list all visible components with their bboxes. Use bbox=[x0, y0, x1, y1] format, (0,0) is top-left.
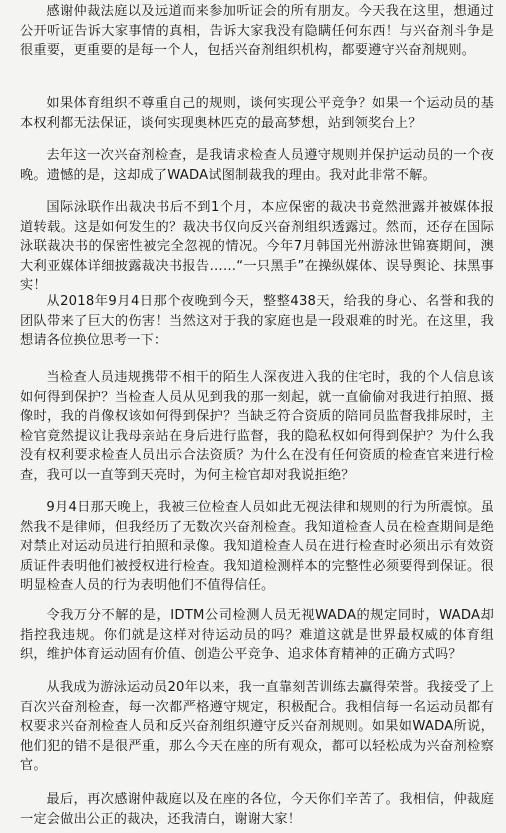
paragraph-rights-questions: 当检查人员违规携带不相干的陌生人深夜进入我的住宅时，我的个人信息该如何得到保护？当检查人员从见到我的那一刻起，就一直偷偷对我进行拍照、摄像时，我的肖像权该如何得到保护？当缺乏符合资质的陪同员监督我排尿时，主检官竟然提议让我母亲站在身后进行监督，我的隐私权如何得到保护？为什么我没有权利要求检查人员出示合法资质？为什么在没有任何资质的检查官来进行检查，我可以一直等到天亮时，为何主检官却对我说拒绝？ bbox=[20, 370, 494, 483]
paragraph-september-4: 9月4日那天晚上，我被三位检查人员如此无视法律和规则的行为所震惊。虽然我不是律师，但我经历了无数次兴奋剂检查。我知道检查人员在检查期间是绝对禁止对运动员进行拍照和录像。我知道检查人员在进行检查时必须出示有效资质证件表明他们被授权进行检查。我知道检测样本的完整性必须要得到保证。很明显检查人员的行为表明他们不值得信任。 bbox=[20, 500, 494, 594]
paragraph-438-days: 从2018年9月4日那个夜晚到今天，整整438天，给我的身心、名誉和我的团队带来了巨大的伤害！当然这对于我的家庭也是一段艰难的时光。在这里，我想请各位换位思考一下： bbox=[20, 294, 494, 349]
paragraph-rules-question: 如果体育组织不尊重自己的规则，谈何实现公平竞争？如果一个运动员的基本权利都无法保证，谈何实现奥林匹克的最高梦想，站到领奖台上？ bbox=[20, 96, 494, 131]
paragraph-20-years-swimmer: 从我成为游泳运动员20年以来，我一直靠刻苦训练去赢得荣誉。我接受了上百次兴奋剂检查，每一次都严格遵守规定，积极配合。我相信每一名运动员都有权要求兴奋剂检查人员和反兴奋剂组织遵守反兴奋剂规则。如果如WADA所说，他们犯的错不是很严重，那么今天在座的所有观众，都可以轻松成为兴奋剂检察官。 bbox=[20, 680, 494, 774]
paragraph-closing-thanks: 最后，再次感谢仲裁庭以及在座的各位，今天你们辛苦了。我相信，仲裁庭一定会做出公正的裁决，还我清白，谢谢大家！ bbox=[20, 792, 494, 827]
paragraph-idtm-wada: 令我万分不解的是，IDTM公司检测人员无视WADA的规定同时，WADA却指控我违规。你们就是这样对待运动员的吗？难道这就是世界最权威的体育组织，维护体育运动固有价值、创造公平竞争、追求体育精神的正确方式吗？ bbox=[20, 608, 494, 663]
paragraph-opening-thanks: 感谢仲裁法庭以及远道而来参加听证会的所有朋友。今天我在这里，想通过公开听证告诉大家事情的真相，告诉大家我没有隐瞒任何东西！与兴奋剂斗争是很重要，更重要的是每一个人，包括兴奋剂组织机构，都要遵守兴奋剂规则。 bbox=[20, 4, 494, 59]
paragraph-leak-of-ruling: 国际泳联作出裁决书后不到1个月，本应保密的裁决书竟然泄露并被媒体报道转载。这是如何发生的？裁决书仅向反兴奋剂组织透露过。然而，还存在国际泳联裁决书的保密性被完全忽视的情况。今年7月韩国光州游泳世锦赛期间，澳大利亚媒体详细披露裁决书报告……“一只黑手”在操纵媒体、误导舆论、抹黑事实！ bbox=[20, 200, 494, 294]
paragraph-last-year-test: 去年这一次兴奋剂检查，是我请求检查人员遵守规则并保护运动员的一个夜晚。遗憾的是，这却成了WADA试图制裁我的理由。我对此非常不解。 bbox=[20, 148, 494, 183]
